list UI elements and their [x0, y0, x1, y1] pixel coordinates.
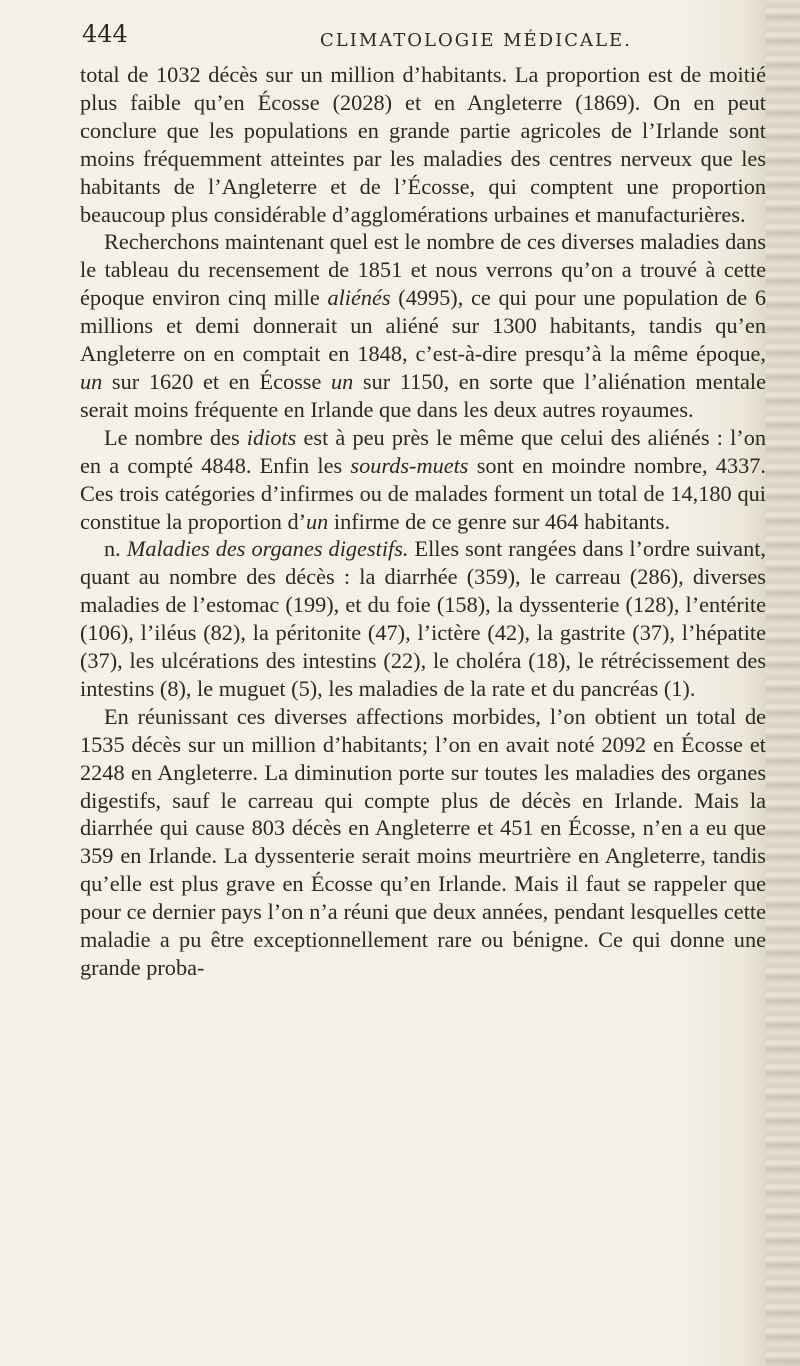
paragraph-2-text-c: (4995), ce qui pour une population de 6 millions et demi donnerait un aliéné sur 1300 habitants, tandis qu’en Angleterre on en comptait en 1848, c’est-à-dire presqu’à la même époque, [80, 285, 766, 367]
term-un-3: un [306, 508, 329, 534]
paragraph-1 [80, 61, 766, 228]
page-edge-shadow [766, 0, 800, 1366]
page-number: 444 [82, 20, 128, 48]
paragraph-4 [80, 535, 766, 702]
paragraph-2-text-a: Recherchons maintenant quel est le nombre de ces diverses maladies dans le tableau du recensement de 1851 et nous verrons qu’on a trouvé à cette époque environ cinq mille [80, 229, 766, 311]
running-head: CLIMATOLOGIE MÉDICALE. [320, 30, 632, 51]
term-un-2: un [331, 368, 354, 394]
paragraph-5 [80, 703, 766, 982]
term-un-1: un [80, 368, 103, 394]
body-text [80, 61, 766, 982]
term-alienes: aliénés [327, 285, 391, 311]
paragraph-2-text-g: sur 1150, en sorte que l’aliénation mentale serait moins fréquente en Irlande que dans les deux autres royaumes. [80, 368, 767, 422]
paragraph-3-text-c: est à peu près le même que celui des aliénés : l’on en a compté 4848. Enfin les [80, 424, 766, 478]
page-header [82, 10, 762, 50]
term-sourds-muets: sourds-muets [350, 452, 469, 478]
paragraph-5-text: En réunissant ces diverses affections morbides, l’on obtient un total de 1535 décès sur un million d’habitants; l’on en avait noté 2092 en Écosse et 2248 en Angleterre. La diminution porte sur toutes les maladies des organes digestifs, sauf le carreau qui compte plus de décès en Irlande. Mais la diarrhée qui cause 803 décès en Angleterre et 451 en Écosse, n’en a eu que 359 en Irlande. La dyssenterie serait moins meurtrière en Angleterre, tandis qu’elle est plus grave en Écosse qu’en Irlande. Mais il faut se rappeler que pour ce dernier pays l’on n’a réuni que deux années, pendant lesquelles cette maladie a pu être exceptionnellement rare ou bénigne. Ce qui donne une grande proba- [80, 703, 766, 980]
term-idiots: idiots [246, 424, 297, 450]
paragraph-3-text-e: sont en moindre nombre, 4337. Ces trois catégories d’infirmes ou de malades forment un total de 14,180 qui constitue la proportion d’ [80, 452, 766, 534]
paragraph-3-text-a: Le nombre des [104, 424, 247, 450]
paragraph-4-text-c: Elles sont rangées dans l’ordre suivant, quant au nombre des décès : la diarrhée (359), le carreau (286), diverses maladies de l’estomac (199), et du foie (158), la dyssenterie (128), l’entérite (106), l’iléus (82), la péritonite (47), l’ictère (42), la gastrite (37), l’hépatite (37), les ulcérations des intestins (22), le choléra (18), le rétrécissement des intestins (8), le muguet (5), les maladies de la rate et du pancréas (1). [80, 536, 766, 701]
section-marker: n. [104, 536, 127, 562]
section-heading-digestifs: Maladies des organes digestifs. [126, 536, 409, 562]
paragraph-2 [80, 228, 766, 423]
paragraph-3-text-g: infirme de ce genre sur 464 habitants. [328, 508, 671, 534]
paragraph-3 [80, 424, 766, 536]
paragraph-1-text: total de 1032 décès sur un million d’habitants. La proportion est de moitié plus faible qu’en Écosse (2028) et en Angleterre (1869). On en peut conclure que les populations en grande partie agricoles de l’Irlande sont moins fréquemment atteintes par les maladies des centres nerveux que les habitants de l’Angleterre et de l’Écosse, qui comptent une proportion beaucoup plus considérable d’agglomérations urbaines et manufacturières. [80, 62, 766, 227]
paragraph-2-text-e: sur 1620 et en Écosse [102, 368, 331, 394]
